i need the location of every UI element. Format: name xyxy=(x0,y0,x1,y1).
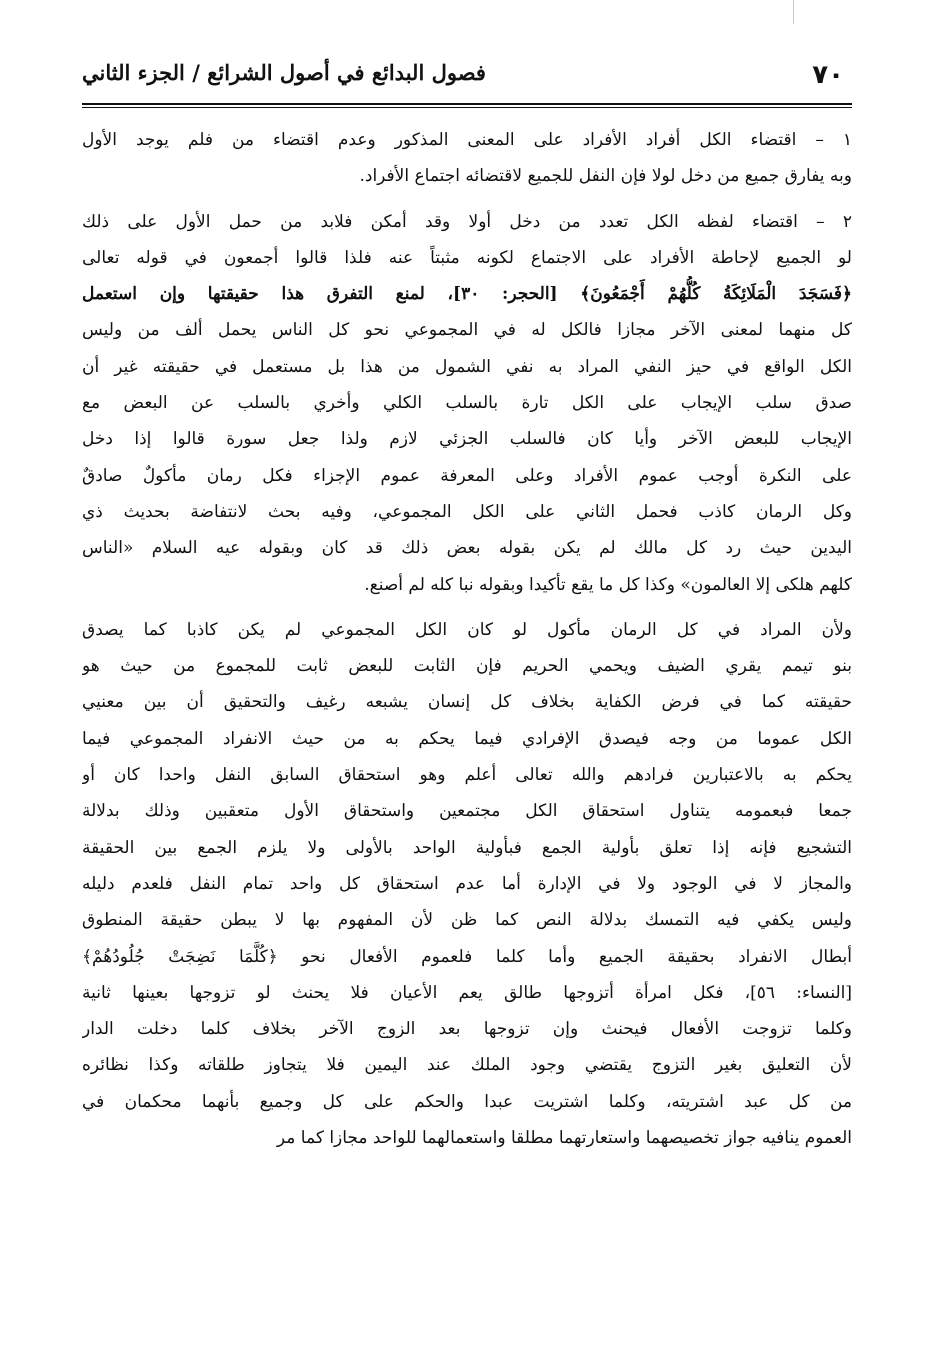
text-line: على النكرة أوجب عموم الأفراد وعلى المعرفة عموم الإجزاء فكل رمان مأكولٌ صادقٌ xyxy=(82,465,852,486)
text-line: ١ – اقتضاء الكل أفراد الأفراد على المعنى المذكور وعدم اقتضاء من فلم يوجد الأول xyxy=(82,130,852,150)
text-line: التشجيع فإنه إذا تعلق بأولية الجمع فبأولية الواحد بالأولى ولا يلزم الجمع بين الحقيقة xyxy=(82,837,852,858)
text-line: وليس يكفي فيه التمسك بدلالة النص كما ظن لأن المفهوم بها لا يبطن حقيقة المنطوق xyxy=(82,910,852,931)
text-line: لأن التعليق بغير التزوج يقتضي وجود الملك عند اليمين فلا يتجاوز طلقاته وكذا نظائره xyxy=(82,1055,852,1076)
text-line: الكل عموما من وجه فيصدق الإفرادي فيما يحكم به من حيث الانفراد المجموعي فيما xyxy=(82,728,852,749)
text-line: جمعا فبعمومه يتناول استحقاق الكل مجتمعين واستحقاق الأول متعقبين وذلك بدلالة xyxy=(82,801,852,822)
text-line: الكل الواقع في حيز النفي المراد به نفي الشمول من هذا بل مستعمل في حقيقته غير أن xyxy=(82,356,852,377)
text-line: حقيقته كما في فرض الكفاية بخلاف كل إنسان يشبعه رغيف والتحقيق أن بين معنيي xyxy=(82,692,852,713)
text-line: العموم ينافيه جواز تخصيصهما واستعارتهما مطلقا واستعمالهما للواحد مجازا كما مر xyxy=(276,1128,852,1149)
text-line: يحكم به بالاعتبارين فرادهم والله تعالى أعلم وهو استحقاق السابق النفل واحدا كان أو xyxy=(82,765,852,786)
text-line: صدق سلب الإيجاب على الكل تارة بالسلب الكلي وأخري بالسلب عن البعض مع xyxy=(82,393,852,414)
running-title: فصول البدائع في أصول الشرائع / الجزء الثاني xyxy=(82,60,486,85)
text-line: ولأن المراد في كل الرمان مأكول لو كان الكل المجموعي لم يكن كاذبا كما يصدق xyxy=(82,619,852,640)
text-line: بنو تيمم يقري الضيف ويحمي الحريم فإن الثابت للبعض ثابت للمجموع من حيث هو xyxy=(82,656,852,677)
text-line: من كل عبد اشتريته، وكلما اشتريت عبدا والحكم على كل وجميع بأنهما محكمان في xyxy=(82,1091,852,1112)
paragraph-2 xyxy=(82,204,852,603)
text-line: [النساء: ٥٦]، فكل امرأة أتزوجها طالق يعم الأعيان فلا يحنث لو تزوجها بعينها ثانية xyxy=(82,982,852,1003)
text-line: كل منهما لمعنى الآخر مجازا فالكل له في المجموعي نحو كل الناس يحمل ألف من وليس xyxy=(82,320,852,341)
text-line: وكل الرمان كاذب فحمل الثاني على الكل المجموعي، وفيه بحث لانتفاضة بحديث ذي xyxy=(82,501,852,522)
page-header xyxy=(82,56,852,100)
text-line: وبه يفارق جميع من دخل لولا فإن النفل للجميع لاقتضائه اجتماع الأفراد. xyxy=(359,166,852,187)
quran-verse-line: أبطال الانفراد بحقيقة الجميع وأما كلما فلعموم الأفعال نحو ﴿كُلَّمَا نَضِجَتْ جُلُودُهُمْ﴾ xyxy=(82,946,852,967)
page-number: ٧٠ xyxy=(812,60,844,90)
text-line: اليدين حيث رد كل مالك لم يكن بقوله بعض ذلك قد كان وبقوله عيه السلام «الناس xyxy=(82,538,852,559)
text-line: الإيجاب للبعض الآخر وأيا كان فالسلب الجزئي لازم ولذا جعل سورة قالوا إذا دخل xyxy=(82,429,852,450)
paragraph-3 xyxy=(82,612,852,1156)
scan-artifact-line xyxy=(793,0,794,24)
paragraph-1 xyxy=(82,122,852,195)
body-text xyxy=(82,122,852,1156)
text-line: ٢ – اقتضاء لفظه الكل تعدد من دخل أولا وقد أمكن فلابد من حمل الأول على ذلك xyxy=(82,211,852,232)
text-line: لو الجميع لإحاطة الأفراد على الاجتماع لكونه مثبتاً عنه فلذا قالوا أجمعون في قوله تعالى xyxy=(82,247,852,268)
quran-verse-line: ﴿فَسَجَدَ الْمَلَائِكَةُ كُلُّهُمْ أَجْمَعُونَ﴾ [الحجر: ٣٠]، لمنع التفرق هذا حقيقتها وإن استعمل xyxy=(82,284,852,305)
text-line: وكلما تزوجت الأفعال فيحنث وإن تزوجها بعد الزوج الآخر بخلاف كلما دخلت الدار xyxy=(82,1019,852,1040)
text-line: كلهم هلكى إلا العالمون» وكذا كل ما يقع تأكيدا وبقوله نبا كله لم أصنع. xyxy=(364,574,852,595)
header-rule xyxy=(82,103,852,108)
text-line: والمجاز لا في الوجود ولا في الإدارة أما عدم استحقاق كل واحد تمام النفل فلعدم دليله xyxy=(82,873,852,894)
